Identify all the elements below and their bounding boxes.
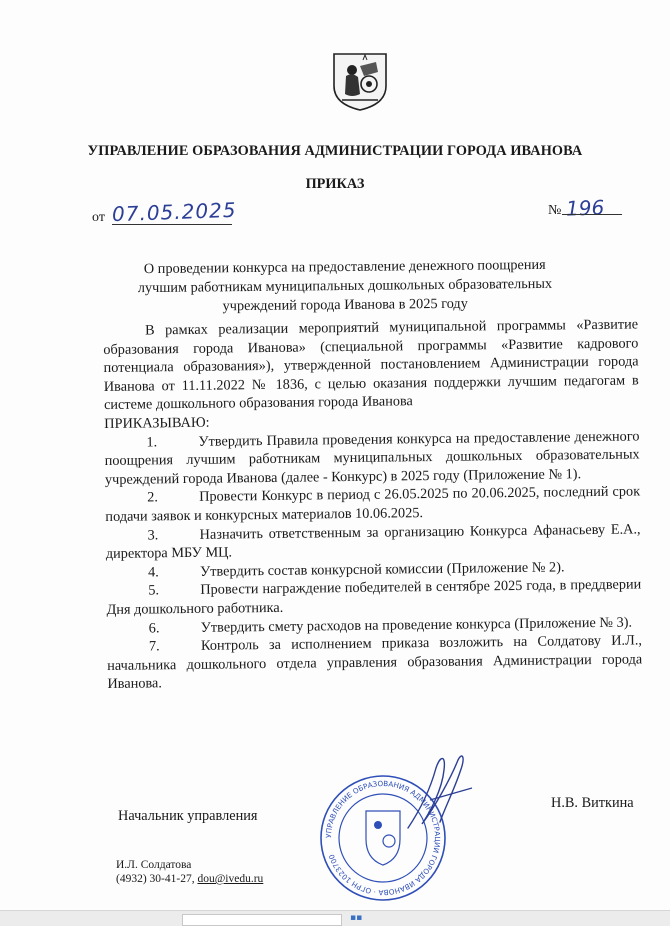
organization-title: УПРАВЛЕНИЕ ОБРАЗОВАНИЯ АДМИНИСТРАЦИИ ГОРОДА ИВАНОВА xyxy=(87,143,583,159)
item-text: Контроль за исполнением приказа возложить на Солдатову И.Л., начальника дошкольного отдела управления образования Администрации города Иванова. xyxy=(107,632,643,693)
viewer-indicator-icon: ▪▪ xyxy=(350,913,363,923)
item-text: Утвердить смету расходов на проведение конкурса (Приложение № 3). xyxy=(200,614,633,636)
executor-phone: (4932) 30-41-27, xyxy=(116,873,195,885)
executor-name: И.Л. Солдатова xyxy=(116,859,192,871)
item-number: 7. xyxy=(148,638,160,655)
number-prefix: № xyxy=(548,203,562,218)
item-text: Провести награждение победителей в сентябре 2025 года, в преддверии Дня дошкольного работника. xyxy=(106,576,642,618)
item-number: 1. xyxy=(146,433,158,451)
item-number: 2. xyxy=(147,489,158,506)
signer-position: Начальник управления xyxy=(118,808,258,824)
date-prefix: от xyxy=(92,210,105,225)
executor-contacts xyxy=(116,872,263,886)
item-number: 5. xyxy=(148,582,160,599)
item-number: 6. xyxy=(148,619,160,636)
document-type: ПРИКАЗ xyxy=(305,176,365,192)
handwritten-date: 07.05.2025 xyxy=(111,197,237,227)
executor-info xyxy=(116,858,263,886)
item-text: Утвердить Правила проведения конкурса на предоставление денежного поощрения лучшим работникам муниципальных дошкольных образовательных учреждений города Иванова (далее - Конкурс) в 2025 году (Приложение № 1). xyxy=(104,428,640,488)
viewer-input-field[interactable] xyxy=(182,914,342,926)
city-coat-of-arms-icon xyxy=(330,50,390,112)
item-text: Утвердить состав конкурсной комиссии (Приложение № 2). xyxy=(199,559,565,580)
item-text: Назначить ответственным за организацию Конкурса Афанасьеву Е.А., директора МБУ МЦ. xyxy=(105,520,641,563)
order-item xyxy=(107,632,643,694)
handwritten-number: 196 xyxy=(565,195,605,221)
order-body xyxy=(103,315,643,693)
preamble-paragraph: В рамках реализации мероприятий муниципальной программы «Развитие образования города Иванова» (специальной программы «Развитие кадрового потенциала образования»), утвержденной постановлением Администрации города Иванова от 11.11.2022 № 1836, с целью оказания поддержки лучшим педагогам в системе дошкольного образования города Иванова xyxy=(103,316,639,414)
item-number: 3. xyxy=(147,526,159,544)
stamp-text: УПРАВЛЕНИЕ ОБРАЗОВАНИЯ АДМИНИСТРАЦИИ ГОРОДА ИВАНОВА · ОГРН 1023700 xyxy=(323,778,443,898)
order-word: ПРИКАЗЫВАЮ: xyxy=(104,414,210,432)
order-subject xyxy=(120,256,571,318)
order-item xyxy=(106,576,641,620)
subject-line: лучшим работникам муниципальных дошкольных образовательных xyxy=(137,275,553,297)
subject-line: О проведении конкурса на предоставление денежного поощрения xyxy=(143,256,546,278)
order-item xyxy=(104,427,640,489)
subject-line: учреждений города Иванова в 2025 году xyxy=(222,295,468,315)
viewer-bottom-bar xyxy=(0,910,670,926)
item-text: Провести Конкурс в период с 26.05.2025 по 20.06.2025, последний срок подачи заявок и конкурсных материалов 10.06.2025. xyxy=(105,483,641,525)
signer-name: Н.В. Виткина xyxy=(551,795,634,811)
number-underline xyxy=(562,214,622,215)
date-underline xyxy=(112,224,232,225)
handwritten-signature xyxy=(400,750,480,840)
executor-email-link[interactable]: dou@ivedu.ru xyxy=(197,873,264,885)
item-number: 4. xyxy=(147,564,159,581)
